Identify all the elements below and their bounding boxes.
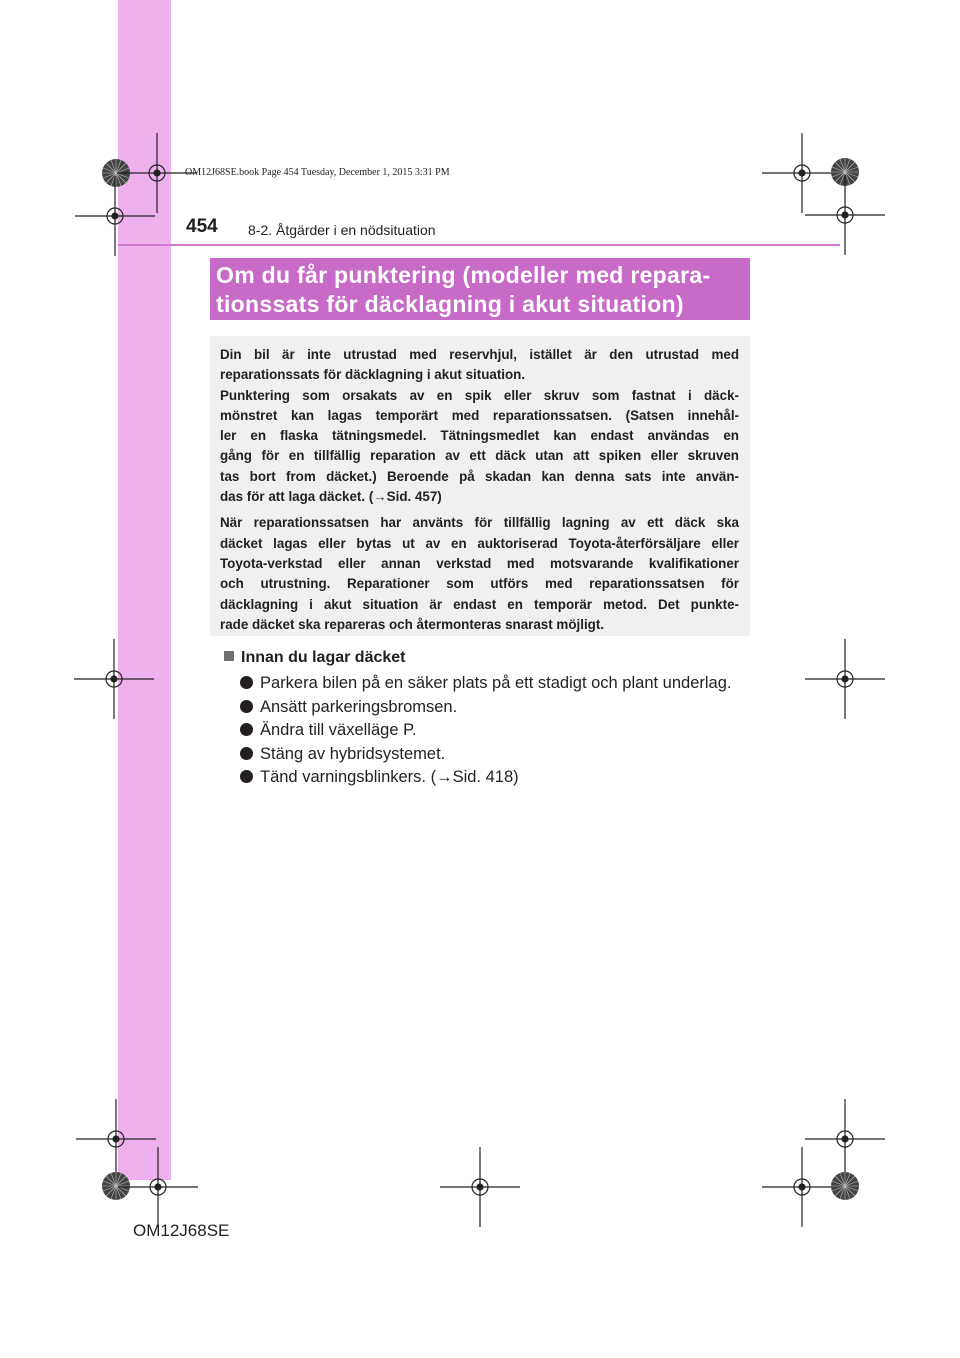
info-line: reparationssats för däcklagning i akut situation. <box>220 367 526 383</box>
square-bullet-icon <box>224 651 234 661</box>
list-item-text: Ändra till växelläge P. <box>260 721 417 739</box>
list-item <box>240 766 731 790</box>
crosshair-mark <box>74 639 154 719</box>
info-line: När reparationssatsen har använts för tillfällig lagning av ett däck ska <box>220 515 739 531</box>
header-rule <box>118 244 840 246</box>
chapter-title-line: Om du får punktering (modeller med repara- <box>216 262 711 288</box>
section-title: 8-2. Åtgärder i en nödsituation <box>248 222 436 238</box>
bullet-list <box>240 672 731 790</box>
info-paragraph <box>220 513 739 635</box>
crosshair-mark <box>762 1147 842 1227</box>
info-line: och utrustning. Reparationer som utförs med reparationssatsen för <box>220 576 739 592</box>
list-item <box>240 696 731 720</box>
crosshair-mark <box>762 133 842 213</box>
bullet-dot-icon <box>240 723 253 736</box>
bullet-dot-icon <box>240 747 253 760</box>
list-item <box>240 743 731 767</box>
info-line: Toyota-verkstad eller annan verkstad med motsvarande kvalifikationer <box>220 555 739 571</box>
list-item-text: Parkera bilen på en säker plats på ett stadigt och plant underlag. <box>260 674 732 692</box>
info-line: mönstret kan lagas temporärt med reparationssatsen. (Satsen innehål- <box>220 407 739 423</box>
info-paragraph <box>220 386 739 508</box>
info-line: Punktering som orsakats av en spik eller skruv som fastnat i däck- <box>220 387 739 403</box>
registration-rosette <box>102 1172 130 1200</box>
info-line: rade däcket ska repareras och återmonteras snarast möjligt. <box>220 616 605 632</box>
info-box <box>210 336 750 636</box>
info-paragraph <box>220 345 739 386</box>
print-job-header: OM12J68SE.book Page 454 Tuesday, December 1, 2015 3:31 PM <box>185 167 450 178</box>
crosshair-mark <box>76 1099 156 1179</box>
crosshair-mark <box>440 1147 520 1227</box>
crosshair-mark <box>805 1099 885 1179</box>
info-line: ler en flaska tätningsmedel. Tätningsmedlet kan endast användas en <box>220 428 739 444</box>
list-item-text: Stäng av hybridsystemet. <box>260 744 446 763</box>
page-number: 454 <box>186 216 218 237</box>
list-item-text: Tänd varningsblinkers. (→Sid. 418) <box>260 768 519 786</box>
bullet-dot-icon <box>240 676 253 689</box>
info-line: das för att laga däcket. (→Sid. 457) <box>220 489 442 505</box>
list-item-text: Ansätt parkeringsbromsen. <box>260 697 458 716</box>
crosshair-mark <box>805 175 885 255</box>
registration-rosette <box>831 1172 859 1200</box>
info-line: däcklagning i akut situation är endast en temporär metod. Det punkte- <box>220 596 739 612</box>
info-line: däcket lagas eller bytas ut av en auktoriserad Toyota-återförsäljare eller <box>220 535 739 551</box>
document-code: OM12J68SE <box>133 1221 230 1240</box>
list-item <box>240 672 731 696</box>
info-line: Din bil är inte utrustad med reservhjul, istället är den utrustad med <box>220 347 739 362</box>
subsection-heading-text: Innan du lagar däcket <box>241 649 406 666</box>
info-line: tas bort from däcket.) Beroende på skadan kan denna sats inte använ- <box>220 468 739 484</box>
bullet-dot-icon <box>240 770 253 783</box>
chapter-title-line: tionssats för däcklagning i akut situation) <box>216 291 684 317</box>
chapter-title-box <box>210 258 750 320</box>
info-line: gång för en tillfällig reparation av ett däck utan att spiken eller skruven <box>220 448 739 464</box>
list-item <box>240 719 731 743</box>
subsection-heading <box>224 649 405 667</box>
crosshair-mark <box>118 1147 198 1227</box>
bullet-dot-icon <box>240 700 253 713</box>
crosshair-mark <box>805 639 885 719</box>
